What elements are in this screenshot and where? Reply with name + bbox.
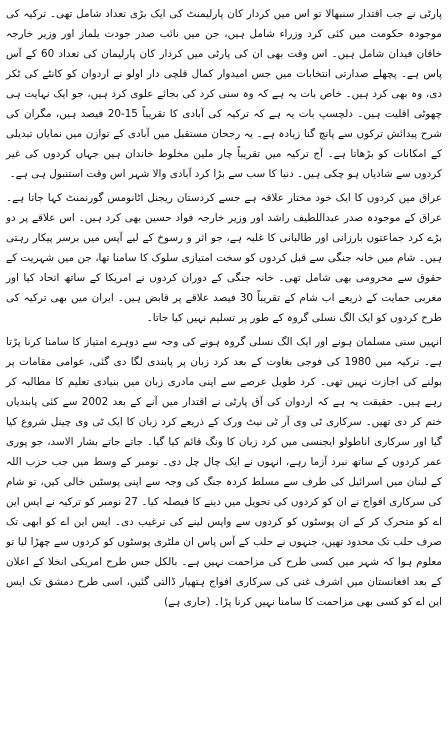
paragraph: عراق میں کردوں کا ایک خود مختار علاقہ ہے جسے کردستان ریجنل اٹانومس گورنمنٹ کہا جاتا ہے۔ عراق کے موجودہ صدر عبداللطیف راشد اور وزیر خارجہ فواد حسین بھی کرد ہیں۔ اس علاقے پر دو بڑے کرد جماعتوں بارزانی اور طالبانی کا غلبہ ہے، جو اثر و رسوخ کے لیے آپس میں برسر پیکار رہتی ہیں۔ شام میں خانہ جنگی سے قبل کردوں کو سخت امتیازی سلوک کا سامنا تھا، جن میں شہریت کے حقوق سے محرومی بھی شامل تھی۔ خانہ جنگی کے دوران کردوں نے امریکا کے ساتھ اتحاد کیا اور مغربی حمایت کے ذریعے اب شام کے تقریباً 30 فیصد علاقے پر قابض ہیں۔ ایران میں بھی ترکیہ کی طرح کردوں کو ایک الگ نسلی گروہ کے طور پر تسلیم نہیں کیا جاتا۔ bbox=[6, 192, 442, 324]
paragraph: پارٹی نے جب اقتدار سنبھالا تو اس میں کردار کان پارلیمنٹ کی ایک بڑی تعداد شامل تھی۔ ترکیہ کی موجودہ حکومت میں کئی کرد وزراء شامل ہیں، جن میں نائب صدر جودت یلماز اور وزیر خارجہ خاقان فیدان شامل ہیں۔ اس وقت بھی ان کی پارٹی میں کردار کان پارلیمان کی تعداد 60 کے آس پاس ہے۔ پچھلے صدارتی انتخابات میں جس امیدوار کمال قلچی دار اولو نے اردوان کو کانٹے کی ٹکر دی، وہ بھی کرد ہیں۔ خاص بات یہ ہے کہ وہ سنی کرد کی بجائے علوی کرد ہیں، جو ایک نہایت ہی چھوٹی اقلیت ہیں۔ دلچسپ بات یہ ہے کہ ترکیہ کی آبادی کا تقریباً 15-20 فیصد ہیں، مگران کی شرح پیدائش ترکوں سے پانچ گنا زیادہ ہے۔ یہ رجحان مستقبل میں آبادی کے توازن میں نمایاں تبدیلی کے امکانات کو بڑھاتا ہے۔ آج ترکیہ میں تقریباً چار ملین مخلوط خاندان ہیں جہاں کردوں کی غیر کردوں سے شادیاں ہو چکی ہیں۔ دنیا کا سب سے بڑا کرد آبادی والا شہر اس وقت استنبول ہی ہے۔ bbox=[6, 8, 442, 180]
paragraph: انہیں سنی مسلمان ہونے اور ایک الگ نسلی گروہ ہونے کی وجہ سے دوہرے امتیاز کا سامنا کرنا پڑتا ہے۔ ترکیہ میں 1980 کی فوجی بغاوت کے بعد کرد زبان پر پابندی لگا دی گئی، عوامی مقامات پر بولنے کی اجازت نہیں تھی۔ کرد طویل عرصے سے اپنی مادری زبان میں بنیادی تعلیم کا مطالبہ کر رہے ہیں۔ حقیقت یہ ہے کہ اردوان کی آق پارٹی نے اقتدار میں آنے کے بعد 2002 سے کئی پابندیاں ختم کر دی تھیں۔ سرکاری ٹی وی آر ٹی نیٹ ورک کے ذریعے کرد زبان کا ایک ٹی وی چینل شروع کیا گیا اور سرکاری اناطولو ایجنسی میں کرد زبان کا ونگ قائم کیا گیا۔ جاتے جاتے بشار الاسد، جو پوری عمر کردوں کے ساتھ نبرد آزما رہے، انہوں نے ایک چال چل دی۔ نومبر کے وسط میں جب حزب اللہ کے لبنان میں اسرائیل کی طرف سے مسلط کردہ جنگ کی وجہ سے اپنی پوسٹیں خالی کیں، تو شام کی سرکاری افواج نے ان کو کردوں کی تحویل میں دینے کا فیصلہ کیا۔ 27 نومبر کو ترکیہ نے ایس این اے کو متحرک کر کے ان پوسٹوں کو کردوں سے واپس لینے کی ترغیب دی۔ ایس این اے کو ابھی تک صرف حلب تک محدود تھیں، جنہوں نے حلب کے آس پاس ان ملٹری پوسٹوں کو کردوں سے چھڑا لیا تو معلوم ہوا کہ شہر میں کسی طرح کی مزاحمت نہیں ہے۔ بالکل جس طرح امریکی انخلا کے اعلان کے بعد افغانستان میں اشرف غنی کی سرکاری افواج ہتھیار ڈالتی گئیں، اسی طرح دمشق تک ایس این اے کو کسی بھی مزاحمت کا سامنا نہیں کرنا پڑا۔ (جاری ہے) bbox=[6, 336, 442, 608]
